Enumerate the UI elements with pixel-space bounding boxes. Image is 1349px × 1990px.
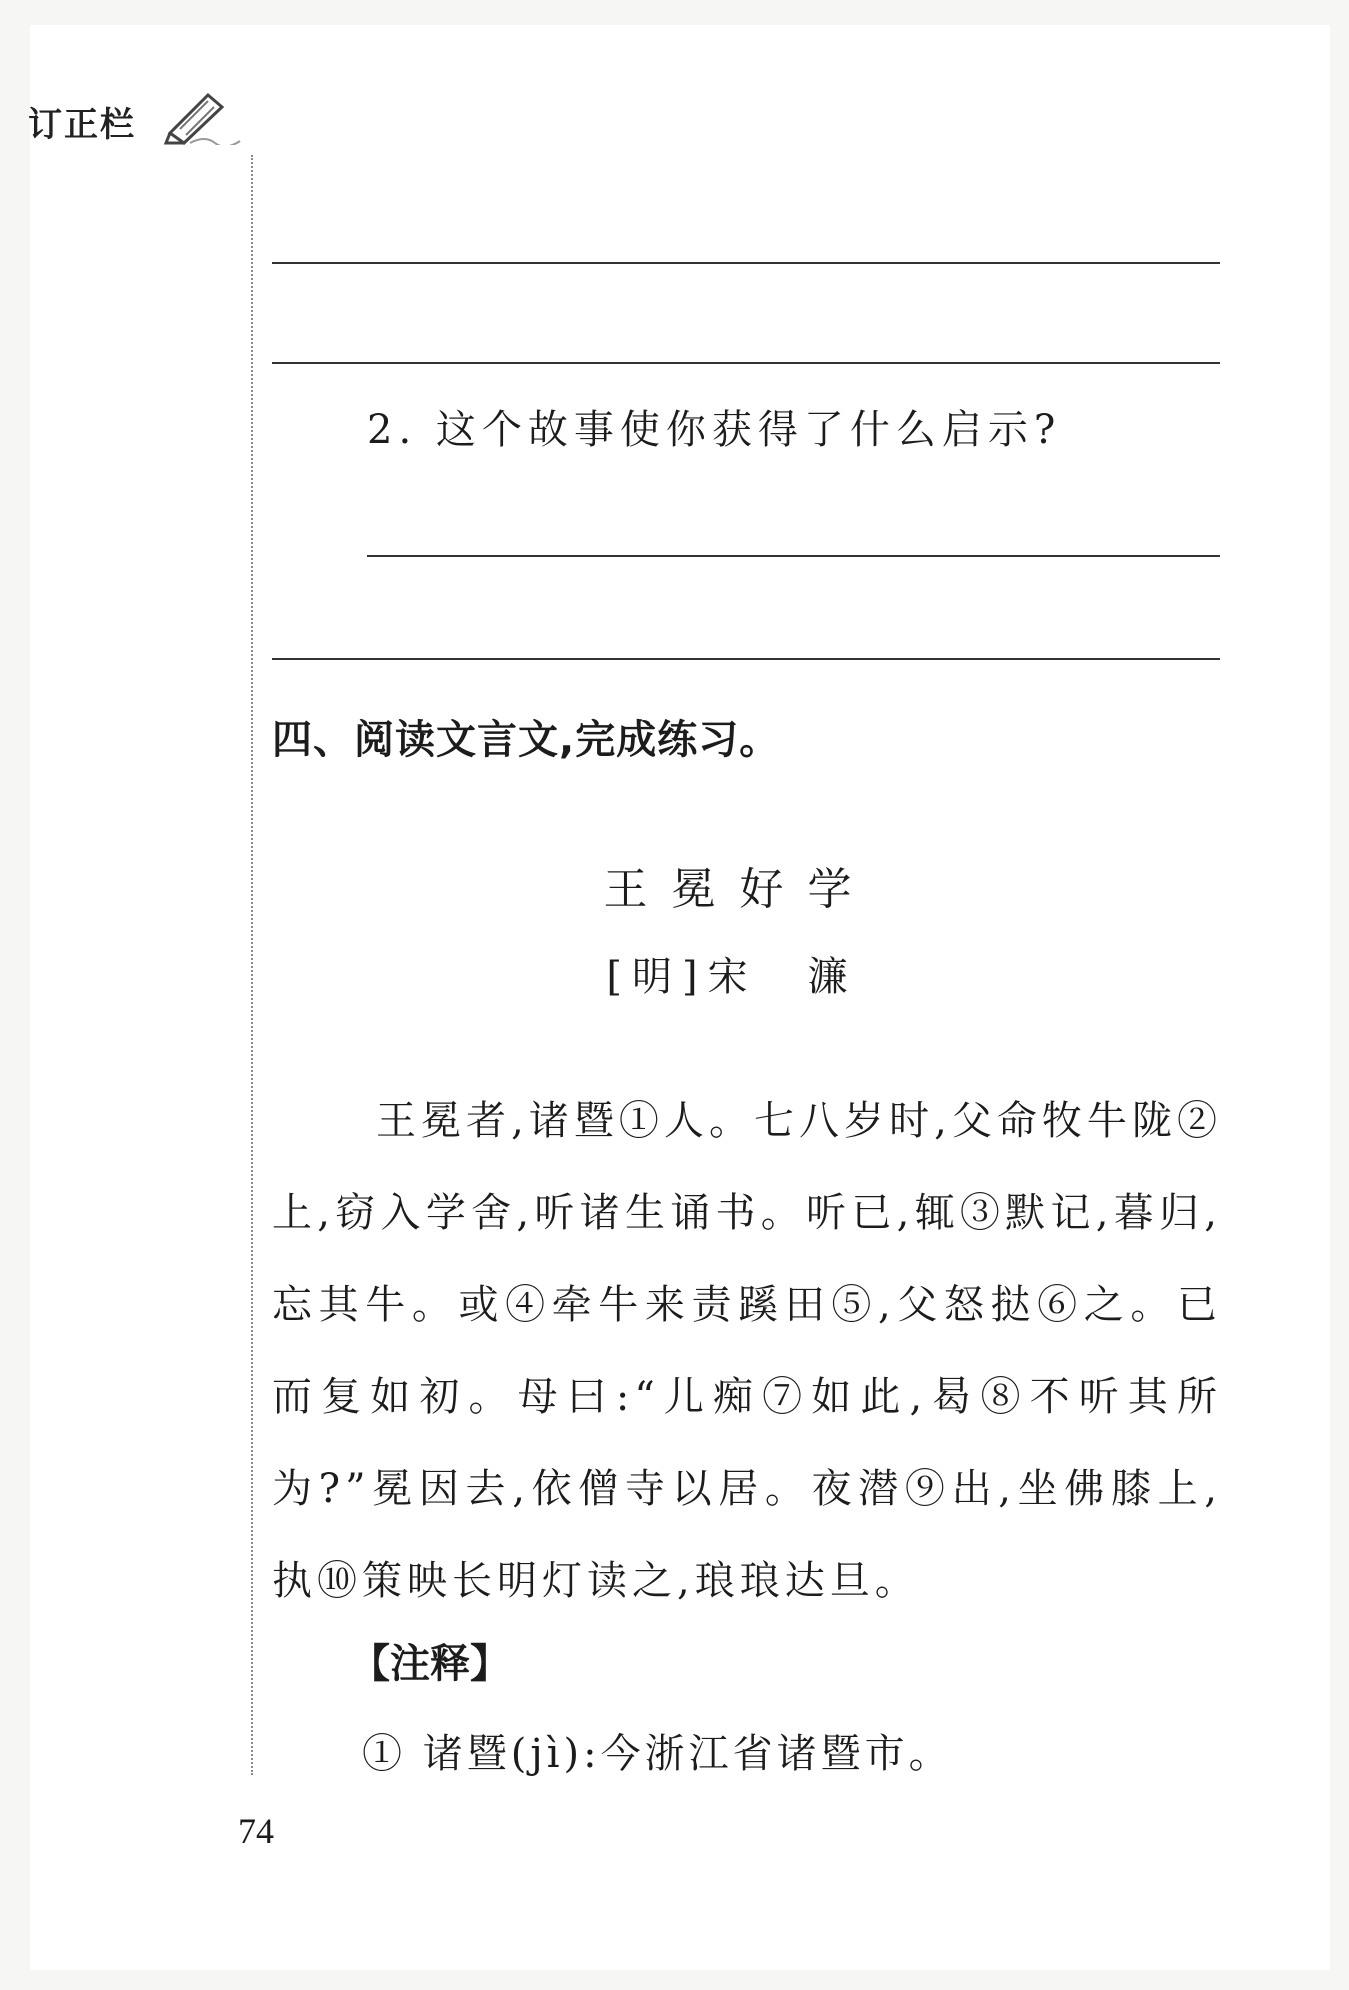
passage-text: 王冕者,诸暨①人。七八岁时,父命牧牛陇②上,窃入学舍,听诸生诵书。听已,辄③默记,暮归,忘其牛。或④牵牛来责蹊田⑤,父怒挞⑥之。已而复如初。母曰:“儿痴⑦如此,曷⑧不听其所为?”冕因去,依僧寺以居。夜潜⑨出,坐佛膝上,执⑩策映长明灯读之,琅琅达旦。 <box>272 1098 1222 1604</box>
passage-body <box>272 1075 1222 1627</box>
answer-line[interactable] <box>367 555 1220 557</box>
answer-line[interactable] <box>272 362 1220 364</box>
notes-heading: 【注释】 <box>350 1641 510 1687</box>
answer-line[interactable] <box>272 658 1220 660</box>
answer-line[interactable] <box>272 262 1220 264</box>
correction-column-title: 订正栏 <box>28 105 136 145</box>
passage-author: [明]宋 濂 <box>606 954 858 1000</box>
page-number: 74 <box>238 1811 274 1851</box>
question-2: 2. 这个故事使你获得了什么启示? <box>367 407 1062 453</box>
passage-title: 王冕好学 <box>603 864 876 915</box>
note-item: ① 诸暨(jì):今浙江省诸暨市。 <box>362 1731 953 1777</box>
pencil-icon <box>160 85 250 145</box>
section-heading: 四、阅读文言文,完成练习。 <box>272 717 781 763</box>
